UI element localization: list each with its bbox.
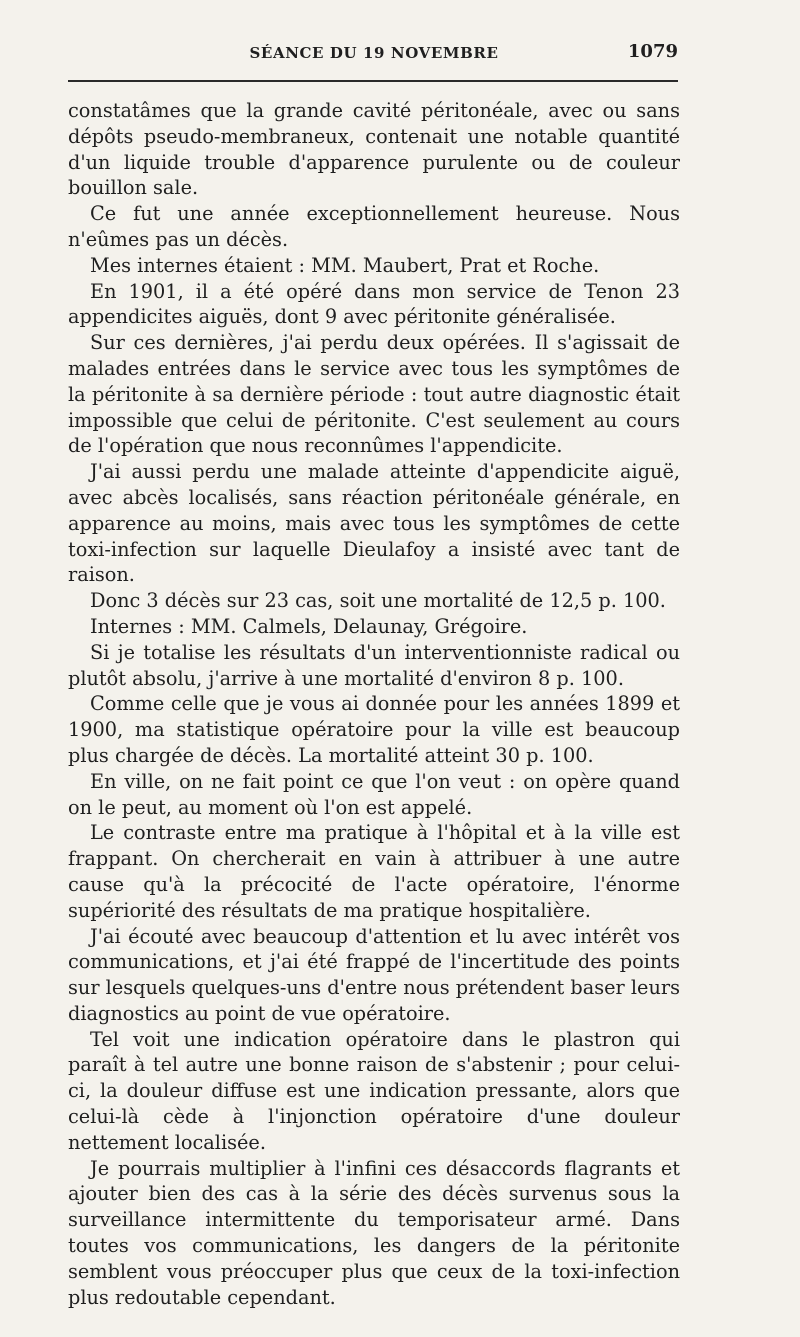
paragraph: Le contraste entre ma pratique à l'hôpital et à la ville est frappant. On chercherait en vain à attribuer à une autre cause qu'à la précocité de l'acte opératoire, l'énorme supériorité des résultats de ma pratique hospitalière. xyxy=(68,821,680,922)
page-header xyxy=(68,40,680,68)
paragraph: Si je totalise les résultats d'un interventionniste radical ou plutôt absolu, j'arrive à une mortalité d'environ 8 p. 100. xyxy=(68,640,680,690)
paragraph: En 1901, il a été opéré dans mon service de Tenon 23 appendicites aiguës, dont 9 avec péritonite généralisée. xyxy=(68,279,680,329)
paragraph: Donc 3 décès sur 23 cas, soit une mortalité de 12,5 p. 100. xyxy=(90,589,666,613)
paragraph: En ville, on ne fait point ce que l'on veut : on opère quand on le peut, au moment où l'on est appelé. xyxy=(68,769,680,819)
paragraph: Ce fut une année exceptionnellement heureuse. Nous n'eûmes pas un décès. xyxy=(68,202,680,251)
paragraph: Internes : MM. Calmels, Delaunay, Grégoire. xyxy=(90,614,528,638)
page-number: 1079 xyxy=(627,41,678,62)
paragraph: Sur ces dernières, j'ai perdu deux opérées. Il s'agissait de malades entrées dans le service avec tous les symptômes de la péritonite à sa dernière période : tout autre diagnostic était impossible que celui de péritonite. C'est seulement au cours de l'opération que nous reconnûmes l'appendicite. xyxy=(68,331,680,458)
paragraph: Mes internes étaient : MM. Maubert, Prat et Roche. xyxy=(90,253,600,277)
header-rule xyxy=(68,80,678,82)
paragraph: constatâmes que la grande cavité péritonéale, avec ou sans dépôts pseudo-membraneux, contenait une notable quantité d'un liquide trouble d'apparence purulente ou de couleur bouillon sale. xyxy=(68,99,680,200)
paragraph: Je pourrais multiplier à l'infini ces désaccords flagrants et ajouter bien des cas à la série des décès survenus sous la surveillance intermittente du temporisateur armé. Dans toutes vos communications, les dangers de la péritonite semblent vous préoccuper plus que ceux de la toxi-infection plus redoutable cependant. xyxy=(68,1156,680,1309)
paragraph: J'ai écouté avec beaucoup d'attention et lu avec intérêt vos communications, et j'ai été frappé de l'incertitude des points sur lesquels quelques-uns d'entre nous prétendent baser leurs diagnostics au point de vue opératoire. xyxy=(68,924,680,1025)
paragraph: J'ai aussi perdu une malade atteinte d'appendicite aiguë, avec abcès localisés, sans réaction péritonéale générale, en apparence au moins, mais avec tous les symptômes de cette toxi-infection sur laquelle Dieulafoy a insisté avec tant de raison. xyxy=(68,460,680,587)
paragraph: Tel voit une indication opératoire dans le plastron qui paraît à tel autre une bonne raison de s'abstenir ; pour celui-ci, la douleur diffuse est une indication pressante, alors que celui-là cède à l'injonction opératoire d'une douleur nettement localisée. xyxy=(68,1027,680,1154)
paragraph: Comme celle que je vous ai donnée pour les années 1899 et 1900, ma statistique opératoire pour la ville est beaucoup plus chargée de décès. La mortalité atteint 30 p. 100. xyxy=(68,692,680,767)
running-title: SÉANCE DU 19 NOVEMBRE xyxy=(249,44,499,62)
body-text xyxy=(68,98,680,1310)
